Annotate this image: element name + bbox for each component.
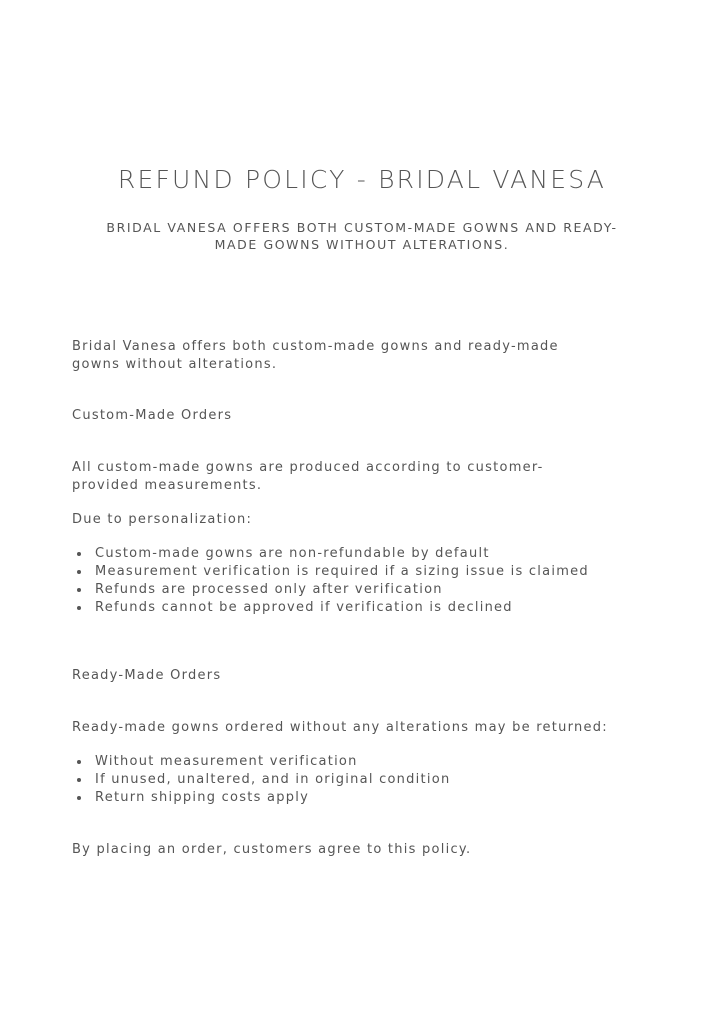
list-item-text: Return shipping costs apply — [95, 790, 310, 805]
bullet-icon — [77, 796, 81, 800]
closing-text: By placing an order, customers agree to this policy. — [72, 842, 472, 857]
list-item-text: Custom-made gowns are non-refundable by default — [95, 546, 490, 561]
ready-lead — [72, 719, 652, 737]
list-item — [72, 581, 652, 599]
list-item — [72, 545, 652, 563]
custom-paragraph-line: All custom-made gowns are produced according to customer- — [72, 460, 544, 475]
section-heading-ready — [72, 667, 652, 685]
subtitle-line: BRIDAL VANESA OFFERS BOTH CUSTOM-MADE GOWNS AND READY- — [106, 220, 618, 235]
custom-paragraph — [72, 459, 652, 495]
lead-text: Due to personalization: — [72, 512, 253, 527]
custom-lead — [72, 511, 652, 529]
list-item-text: Refunds are processed only after verification — [95, 582, 443, 597]
custom-paragraph-line: provided measurements. — [72, 478, 263, 493]
bullet-icon — [77, 778, 81, 782]
list-item — [72, 599, 652, 617]
bullet-icon — [77, 760, 81, 764]
intro-line: Bridal Vanesa offers both custom-made gowns and ready-made — [72, 339, 559, 354]
list-item — [72, 563, 652, 581]
intro-paragraph — [72, 338, 652, 374]
section-heading-custom — [72, 407, 652, 425]
ready-bullet-list — [72, 753, 652, 807]
section-heading: Ready-Made Orders — [72, 668, 222, 683]
list-item — [72, 789, 652, 807]
list-item-text: Refunds cannot be approved if verification is declined — [95, 600, 513, 615]
intro-line: gowns without alterations. — [72, 357, 278, 372]
bullet-icon — [77, 552, 81, 556]
list-item — [72, 753, 652, 771]
custom-bullet-list — [72, 545, 652, 617]
lead-text: Ready-made gowns ordered without any alterations may be returned: — [72, 720, 608, 735]
subtitle-line: MADE GOWNS WITHOUT ALTERATIONS. — [214, 237, 510, 252]
closing-statement — [72, 841, 652, 859]
page-title: REFUND POLICY - BRIDAL VANESA — [117, 165, 607, 194]
list-item-text: Without measurement verification — [95, 754, 358, 769]
list-item — [72, 771, 652, 789]
bullet-icon — [77, 606, 81, 610]
page-subtitle — [80, 219, 644, 253]
section-heading: Custom-Made Orders — [72, 408, 233, 423]
bullet-icon — [77, 588, 81, 592]
list-item-text: If unused, unaltered, and in original condition — [95, 772, 451, 787]
bullet-icon — [77, 570, 81, 574]
list-item-text: Measurement verification is required if a sizing issue is claimed — [95, 564, 589, 579]
